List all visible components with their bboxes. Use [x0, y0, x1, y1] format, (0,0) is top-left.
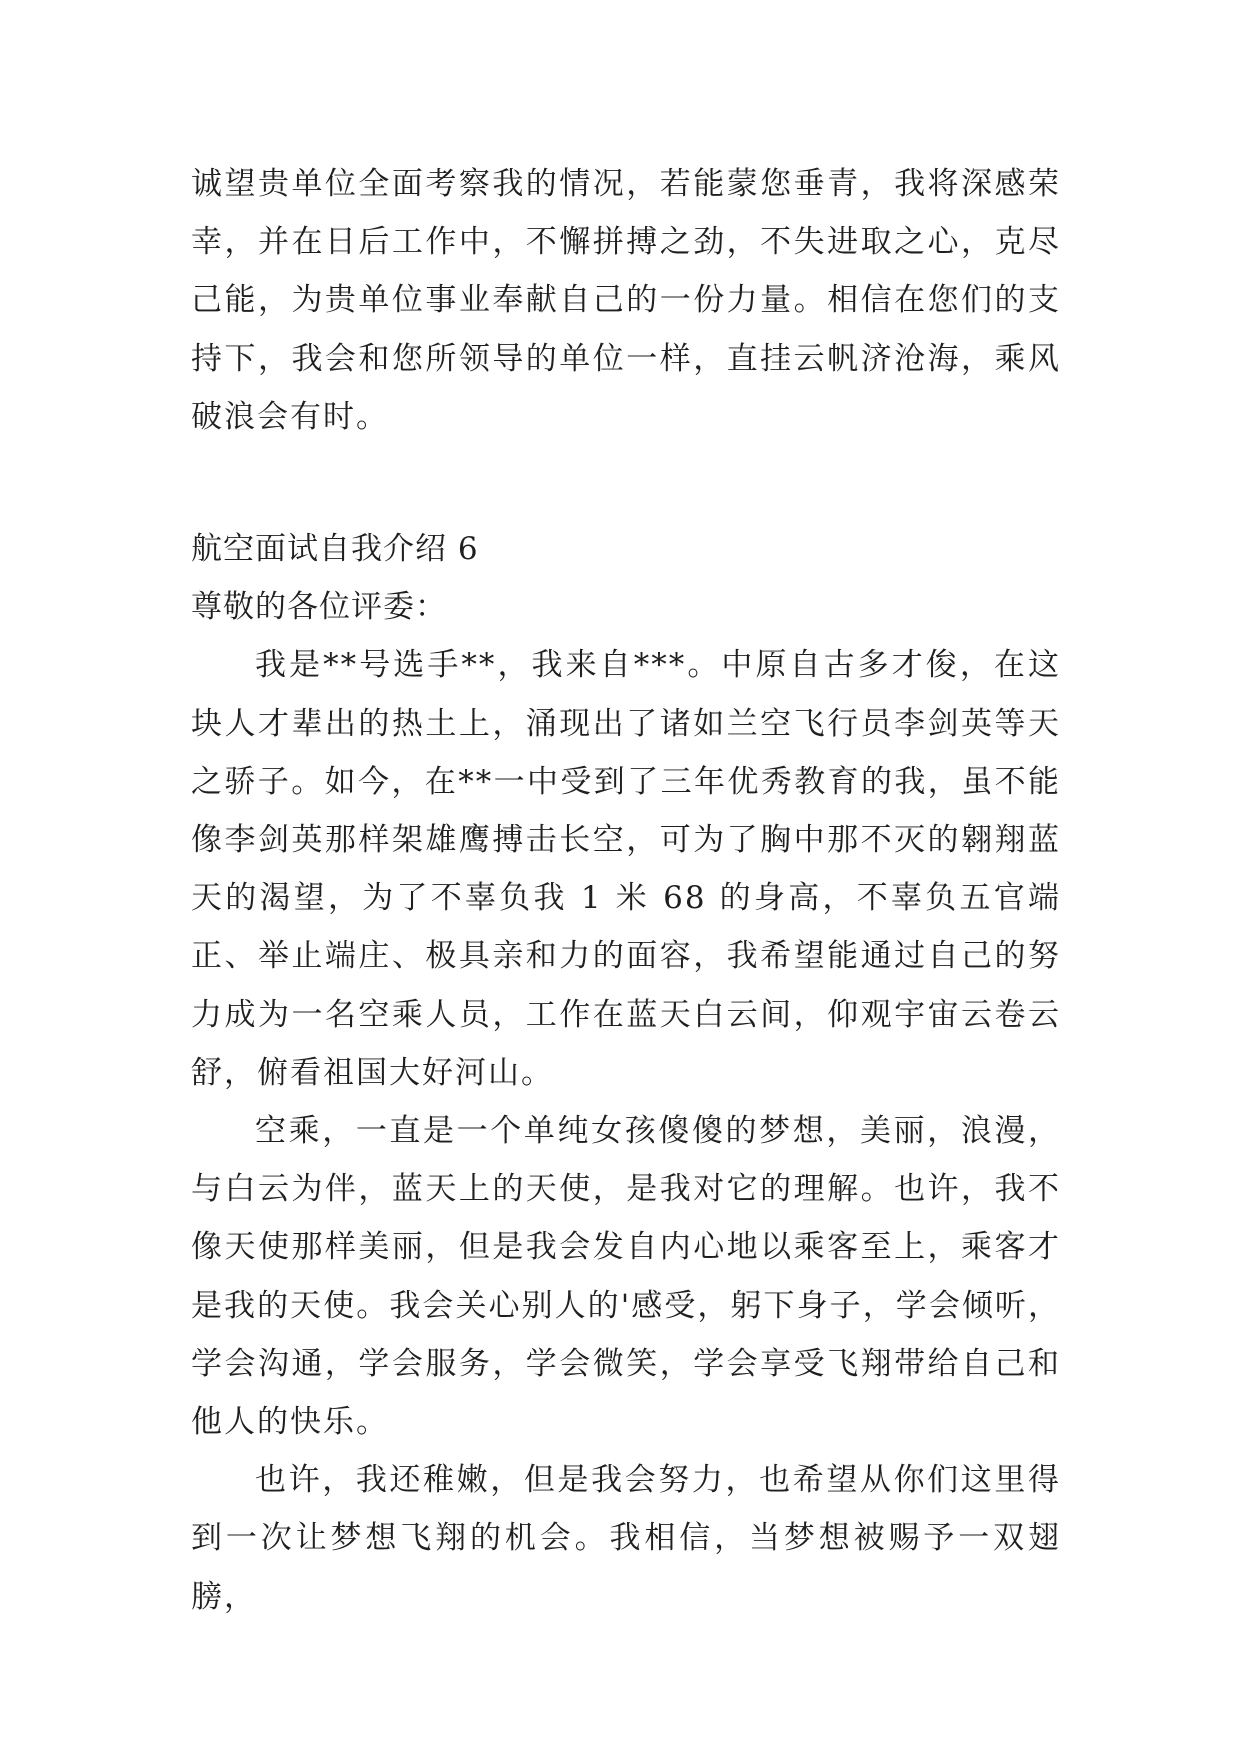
salutation: 尊敬的各位评委： [191, 589, 447, 626]
section-gap [191, 446, 1061, 520]
continued-paragraph: 诚望贵单位全面考察我的情况，若能蒙您垂青，我将深感荣幸，并在日后工作中，不懈拼搏之劲，不失进取之心，克尽己能，为贵单位事业奉献自己的一份力量。相信在您们的支持下，我会和您所领导的单位一样，直挂云帆济沧海，乘风破浪会有时。 [191, 166, 1061, 435]
section-title: 航空面试自我介绍 6 [191, 531, 479, 568]
document-body [191, 155, 1061, 1626]
body-paragraph-3: 也许，我还稚嫩，但是我会努力，也希望从你们这里得到一次让梦想飞翔的机会。我相信，当梦想被赐予一双翅膀， [191, 1462, 1061, 1615]
body-paragraph-2: 空乘，一直是一个单纯女孩傻傻的梦想，美丽，浪漫，与白云为伴，蓝天上的天使，是我对它的理解。也许，我不像天使那样美丽，但是我会发自内心地以乘客至上，乘客才是我的天使。我会关心别人的'感受，躬下身子，学会倾听，学会沟通，学会服务，学会微笑，学会享受飞翔带给自己和他人的快乐。 [191, 1113, 1061, 1441]
body-paragraph-1: 我是**号选手**，我来自***。中原自古多才俊，在这块人才辈出的热土上，涌现出了诸如兰空飞行员李剑英等天之骄子。如今，在**一中受到了三年优秀教育的我，虽不能像李剑英那样架雄鹰搏击长空，可为了胸中那不灭的翱翔蓝天的渴望，为了不辜负我 1 米 68 的身高，不辜负五官端正、举止端庄、极具亲和力的面容，我希望能通过自己的努力成为一名空乘人员，工作在蓝天白云间，仰观宇宙云卷云舒，俯看祖国大好河山。 [191, 647, 1061, 1091]
